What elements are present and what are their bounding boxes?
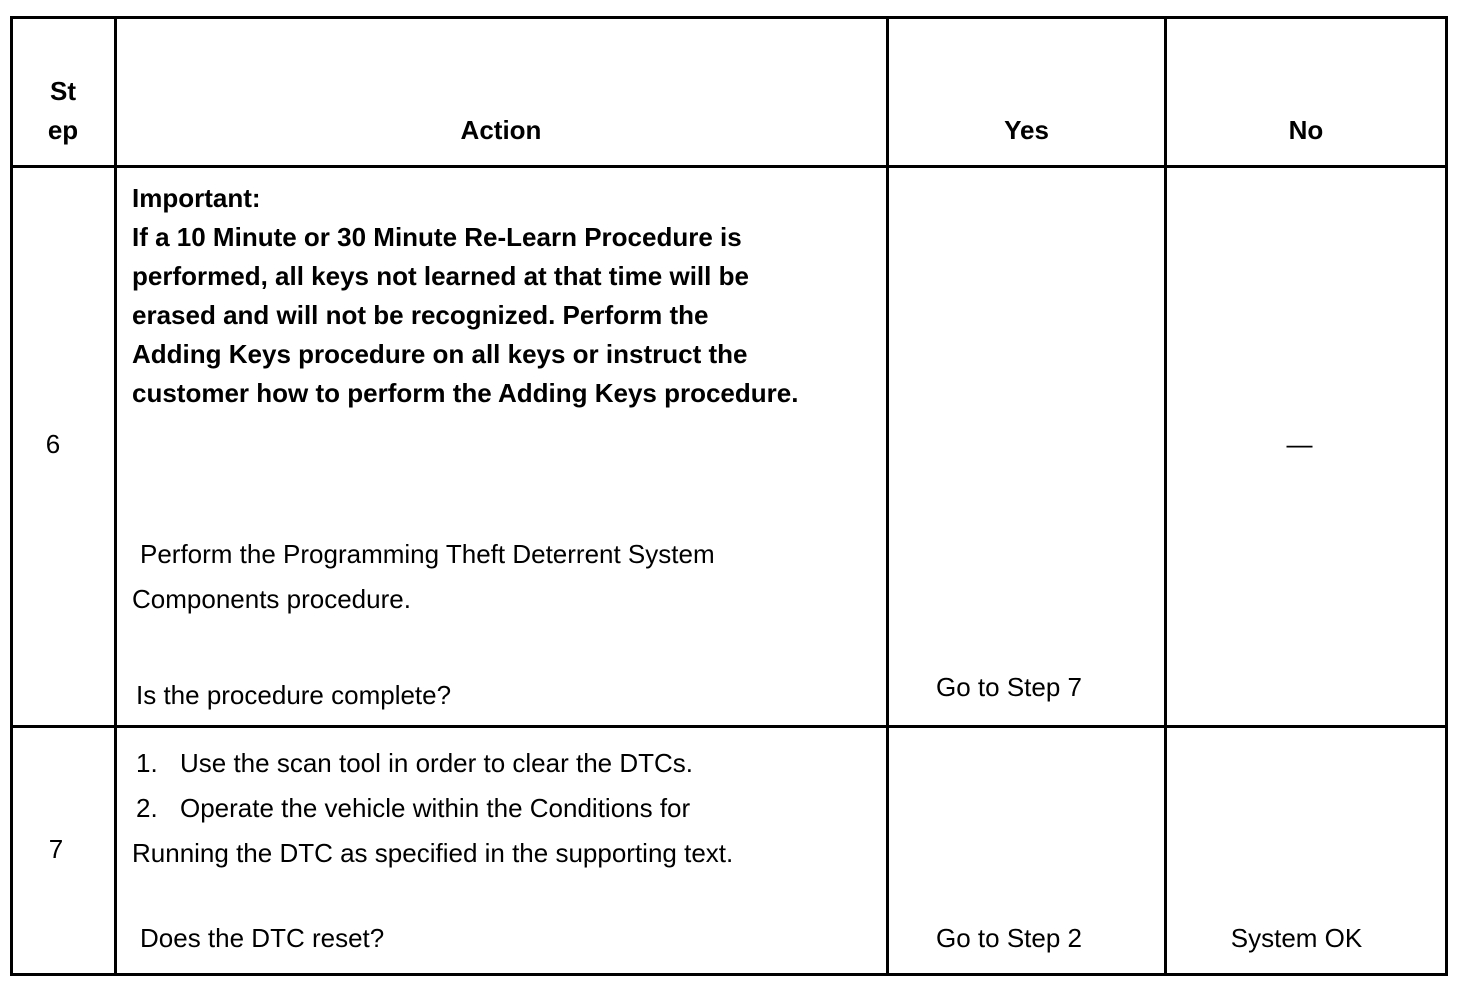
instruction-text-line: Components procedure. [132, 584, 411, 614]
important-text-line: Adding Keys procedure on all keys or instruct the [132, 339, 748, 369]
list-continuation: Running the DTC as specified in the supporting text. [132, 838, 734, 868]
step-number-6: 6 [45, 429, 61, 459]
important-text-line: customer how to perform the Adding Keys procedure. [132, 378, 799, 408]
important-label: Important: [132, 183, 261, 213]
step7-question: Does the DTC reset? [140, 923, 385, 953]
row-divider-step6 [13, 725, 1445, 728]
list-item-text: Use the scan tool in order to clear the DTCs. [180, 748, 694, 778]
step6-no-result: — [1286, 429, 1313, 459]
important-text-line: If a 10 Minute or 30 Minute Re-Learn Procedure is [132, 222, 742, 252]
important-text-line: erased and will not be recognized. Perform the [132, 300, 709, 330]
header-no: No [1288, 115, 1324, 145]
header-step-line1: St [50, 76, 76, 106]
row-divider-header [13, 165, 1445, 168]
column-divider-action [886, 19, 889, 973]
header-step-line2: ep [47, 115, 79, 145]
diagnostic-table [10, 16, 1448, 976]
column-divider-step [114, 19, 117, 973]
step6-question: Is the procedure complete? [136, 680, 452, 710]
instruction-text-line: Perform the Programming Theft Deterrent System [140, 539, 715, 569]
step6-yes-result: Go to Step 7 [936, 672, 1082, 702]
important-text-line: performed, all keys not learned at that time will be [132, 261, 749, 291]
step-number-7: 7 [48, 834, 64, 864]
header-action: Action [460, 115, 542, 145]
list-item-number: 1. [136, 748, 158, 778]
list-item-number: 2. [136, 793, 158, 823]
column-divider-yes [1164, 19, 1167, 973]
list-item-text: Operate the vehicle within the Conditions for [180, 793, 691, 823]
step7-no-result: System OK [1230, 923, 1363, 953]
step7-yes-result: Go to Step 2 [936, 923, 1082, 953]
header-yes: Yes [1004, 115, 1049, 145]
